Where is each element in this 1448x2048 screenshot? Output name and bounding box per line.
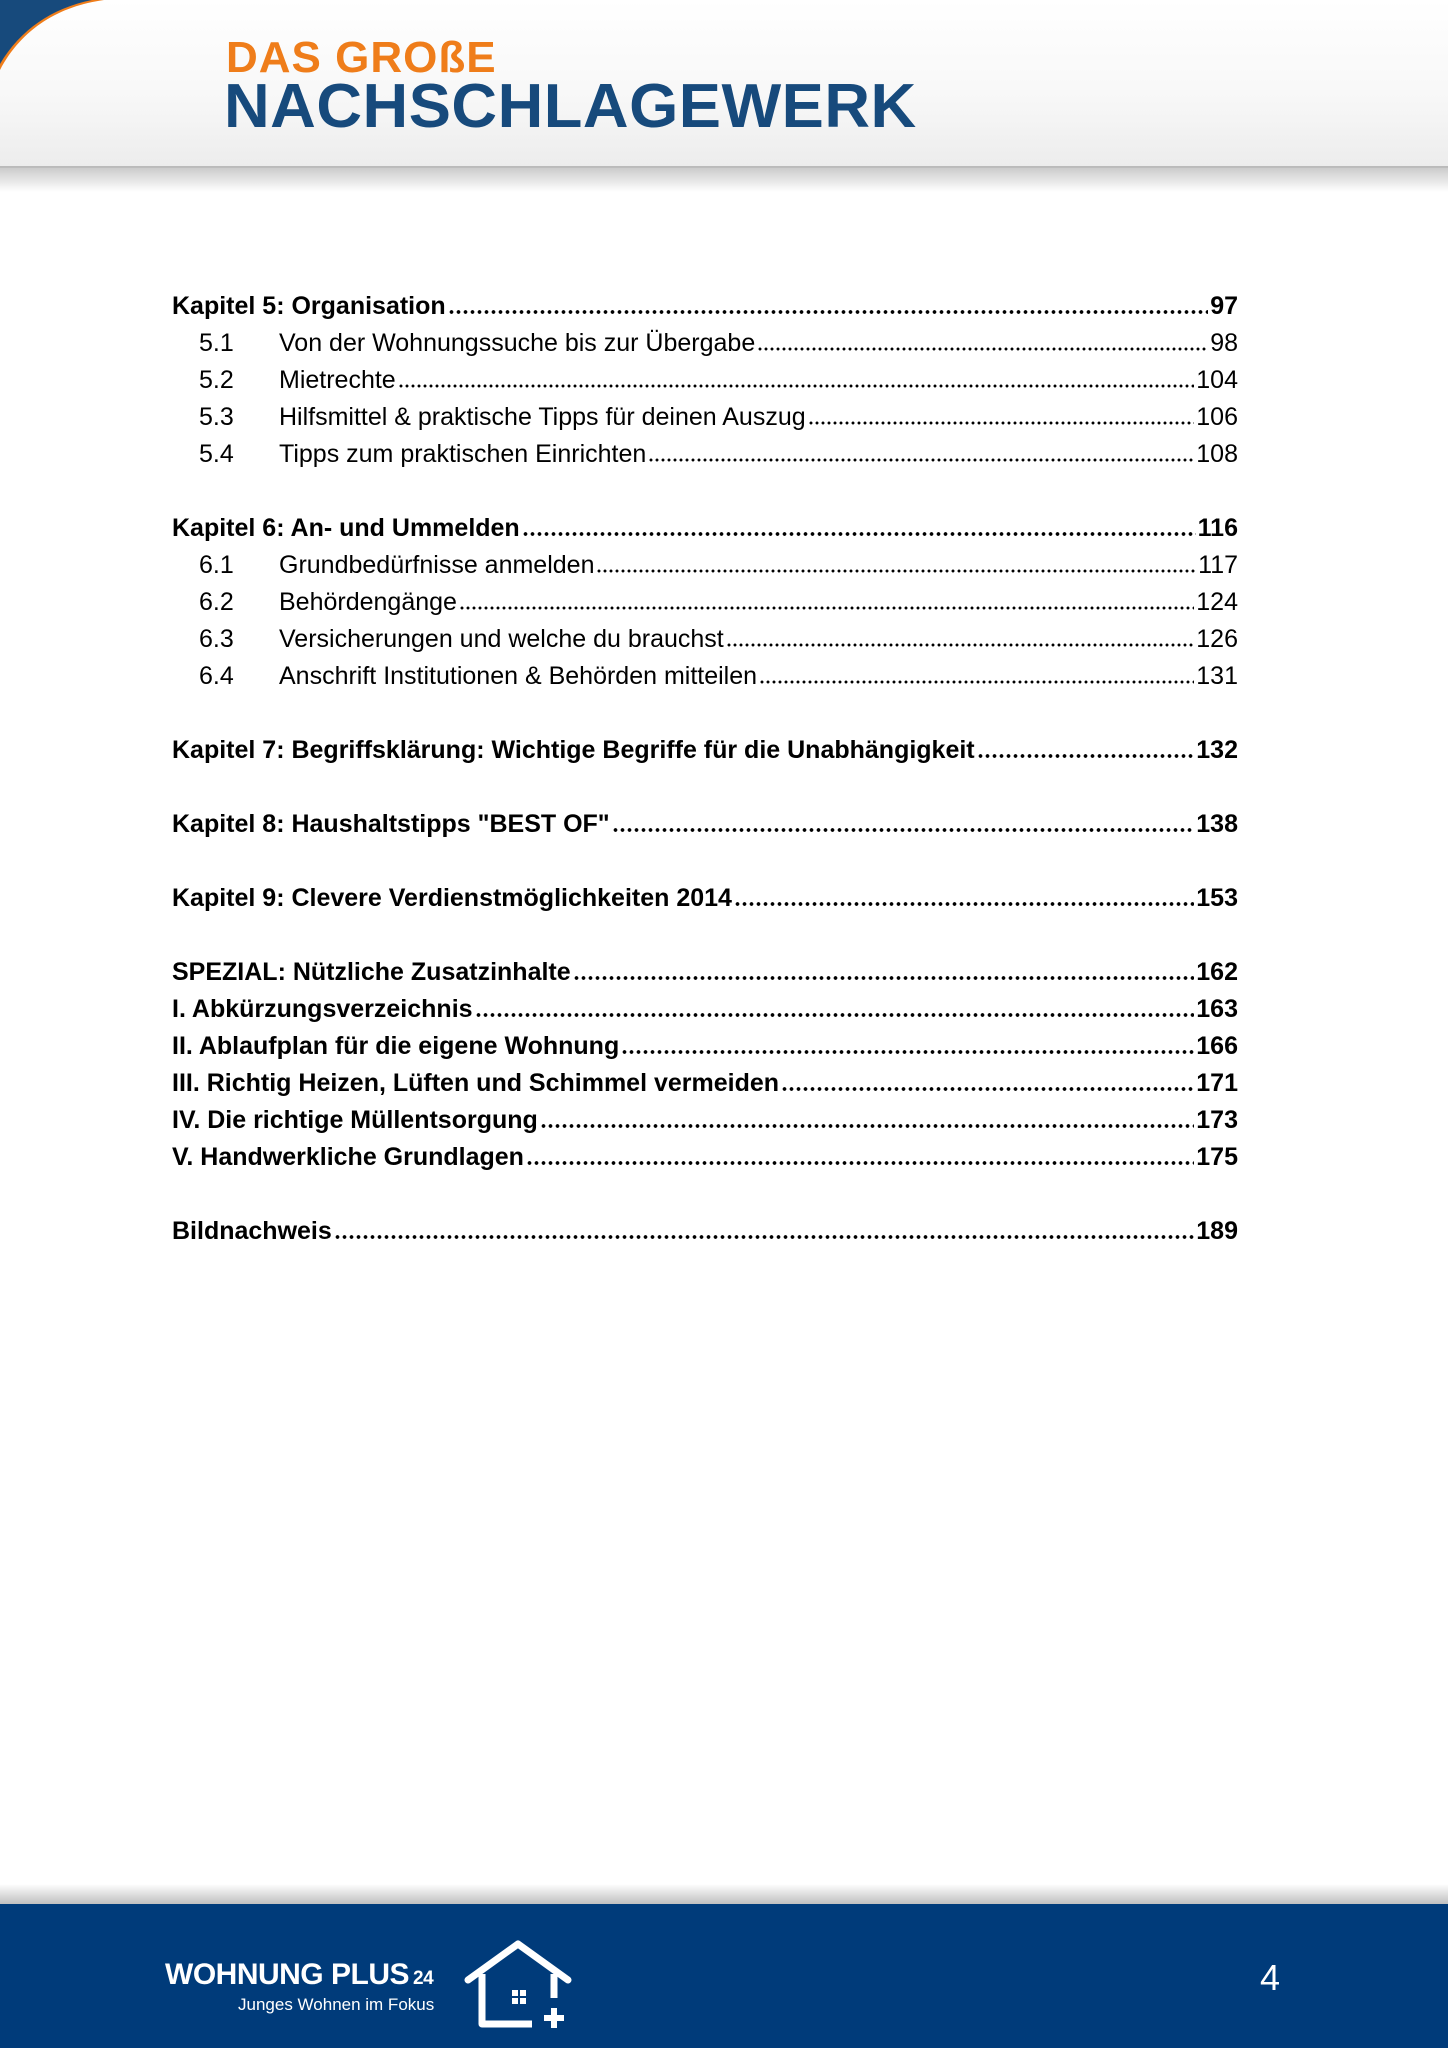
house-plus-icon bbox=[462, 1940, 572, 2032]
toc-entry-title: Grundbedürfnisse anmelden bbox=[279, 551, 595, 579]
logo-line-2: NACHSCHLAGEWERK bbox=[224, 72, 917, 141]
toc-entry-title: V. Handwerkliche Grundlagen bbox=[172, 1143, 524, 1171]
toc-entry-title: Kapitel 6: An- und Ummelden bbox=[172, 514, 520, 542]
toc-subentry[interactable] bbox=[172, 617, 1238, 654]
toc-entry-number: 5.2 bbox=[199, 366, 234, 394]
toc-dot-leader bbox=[334, 1234, 1195, 1240]
toc-dot-leader bbox=[448, 309, 1209, 315]
toc-dot-leader bbox=[759, 679, 1194, 685]
toc-entry-number: 6.1 bbox=[199, 551, 234, 579]
toc-dot-leader bbox=[522, 531, 1196, 537]
toc-subentry[interactable] bbox=[172, 432, 1238, 469]
brand-name: WOHNUNG PLUS bbox=[165, 1958, 409, 1991]
logo-line-1: DAS GROßE bbox=[226, 33, 497, 82]
toc-entry-title: Kapitel 8: Haushaltstipps "BEST OF" bbox=[172, 810, 610, 838]
toc-entry-page: 97 bbox=[1210, 292, 1238, 320]
toc-entry-title: Behördengänge bbox=[279, 588, 457, 616]
toc-entry-title: Kapitel 9: Clevere Verdienstmöglichkeiten 2014 bbox=[172, 884, 732, 912]
toc-entry[interactable] bbox=[172, 1024, 1238, 1061]
toc-entry-page: 163 bbox=[1196, 995, 1238, 1023]
table-of-contents bbox=[172, 284, 1238, 1246]
toc-dot-leader bbox=[808, 420, 1195, 426]
toc-entry-title: Bildnachweis bbox=[172, 1217, 332, 1245]
toc-entry-title: II. Ablaufplan für die eigene Wohnung bbox=[172, 1032, 620, 1060]
corner-swoosh-icon bbox=[0, 0, 110, 80]
toc-dot-leader bbox=[596, 568, 1196, 574]
footer-shadow bbox=[0, 1884, 1448, 1904]
toc-subentry[interactable] bbox=[172, 395, 1238, 432]
toc-subentry[interactable] bbox=[172, 358, 1238, 395]
brand-logo-text bbox=[165, 1960, 433, 1990]
toc-entry-title: III. Richtig Heizen, Lüften und Schimmel vermeiden bbox=[172, 1069, 780, 1097]
toc-dot-leader bbox=[526, 1160, 1194, 1166]
toc-entry-title: Versicherungen und welche du brauchst bbox=[279, 625, 724, 653]
toc-entry-page: 124 bbox=[1196, 588, 1238, 616]
toc-entry-title: Anschrift Institutionen & Behörden mitteilen bbox=[279, 662, 758, 690]
toc-dot-leader bbox=[621, 1049, 1194, 1055]
toc-entry-page: 106 bbox=[1196, 403, 1238, 431]
brand-number: 24 bbox=[413, 1968, 434, 1989]
toc-dot-leader bbox=[573, 975, 1195, 981]
toc-entry-title: Tipps zum praktischen Einrichten bbox=[279, 440, 647, 468]
toc-dot-leader bbox=[459, 605, 1194, 611]
toc-entry-title: Hilfsmittel & praktische Tipps für deinen Auszug bbox=[279, 403, 806, 431]
toc-entry-page: 162 bbox=[1196, 958, 1238, 986]
toc-entry-page: 171 bbox=[1196, 1069, 1238, 1097]
toc-entry-page: 131 bbox=[1196, 662, 1238, 690]
toc-subentry[interactable] bbox=[172, 580, 1238, 617]
brand-tagline: Junges Wohnen im Fokus bbox=[238, 1995, 435, 2014]
toc-entry-title: IV. Die richtige Müllentsorgung bbox=[172, 1106, 538, 1134]
toc-entry[interactable] bbox=[172, 950, 1238, 987]
page-header bbox=[0, 0, 1448, 168]
toc-entry-page: 117 bbox=[1198, 551, 1238, 579]
page-number: 4 bbox=[1259, 1957, 1280, 1998]
toc-entry[interactable] bbox=[172, 1098, 1238, 1135]
toc-dot-leader bbox=[612, 827, 1195, 833]
toc-entry[interactable] bbox=[172, 876, 1238, 913]
toc-dot-leader bbox=[475, 1012, 1195, 1018]
toc-entry-page: 138 bbox=[1196, 810, 1238, 838]
toc-entry[interactable] bbox=[172, 987, 1238, 1024]
toc-entry-page: 189 bbox=[1196, 1217, 1238, 1245]
toc-entry-page: 126 bbox=[1196, 625, 1238, 653]
toc-entry-number: 5.4 bbox=[199, 440, 234, 468]
toc-entry-title: I. Abkürzungsverzeichnis bbox=[172, 995, 473, 1023]
toc-entry[interactable] bbox=[172, 728, 1238, 765]
toc-entry-page: 108 bbox=[1196, 440, 1238, 468]
toc-entry-number: 5.1 bbox=[199, 329, 234, 357]
toc-entry[interactable] bbox=[172, 1061, 1238, 1098]
toc-entry-title: Mietrechte bbox=[279, 366, 396, 394]
toc-entry-page: 173 bbox=[1196, 1106, 1238, 1134]
toc-entry[interactable] bbox=[172, 1135, 1238, 1172]
toc-entry-page: 166 bbox=[1196, 1032, 1238, 1060]
toc-entry[interactable] bbox=[172, 506, 1238, 543]
toc-dot-leader bbox=[398, 383, 1195, 389]
toc-entry-page: 175 bbox=[1196, 1143, 1238, 1171]
toc-dot-leader bbox=[977, 753, 1195, 759]
toc-dot-leader bbox=[734, 901, 1194, 907]
toc-dot-leader bbox=[648, 457, 1194, 463]
toc-subentry[interactable] bbox=[172, 321, 1238, 358]
header-shadow bbox=[0, 166, 1448, 192]
toc-entry-page: 116 bbox=[1197, 514, 1238, 542]
toc-dot-leader bbox=[781, 1086, 1194, 1092]
toc-entry-page: 104 bbox=[1196, 366, 1238, 394]
toc-entry-number: 6.2 bbox=[199, 588, 234, 616]
toc-entry-title: SPEZIAL: Nützliche Zusatzinhalte bbox=[172, 958, 571, 986]
toc-dot-leader bbox=[726, 642, 1195, 648]
toc-entry-title: Kapitel 7: Begriffsklärung: Wichtige Begriffe für die Unabhängigkeit bbox=[172, 736, 975, 764]
toc-entry-number: 6.3 bbox=[199, 625, 234, 653]
toc-subentry[interactable] bbox=[172, 543, 1238, 580]
toc-entry[interactable] bbox=[172, 1209, 1238, 1246]
toc-entry-page: 153 bbox=[1196, 884, 1238, 912]
toc-entry-title: Von der Wohnungssuche bis zur Übergabe bbox=[279, 329, 756, 357]
toc-entry[interactable] bbox=[172, 284, 1238, 321]
page-footer bbox=[0, 1904, 1448, 2048]
toc-subentry[interactable] bbox=[172, 654, 1238, 691]
toc-entry-title: Kapitel 5: Organisation bbox=[172, 292, 446, 320]
toc-entry-page: 98 bbox=[1210, 329, 1238, 357]
toc-entry-page: 132 bbox=[1196, 736, 1238, 764]
toc-dot-leader bbox=[757, 346, 1208, 352]
toc-dot-leader bbox=[540, 1123, 1194, 1129]
toc-entry[interactable] bbox=[172, 802, 1238, 839]
toc-entry-number: 6.4 bbox=[199, 662, 234, 690]
toc-entry-number: 5.3 bbox=[199, 403, 234, 431]
